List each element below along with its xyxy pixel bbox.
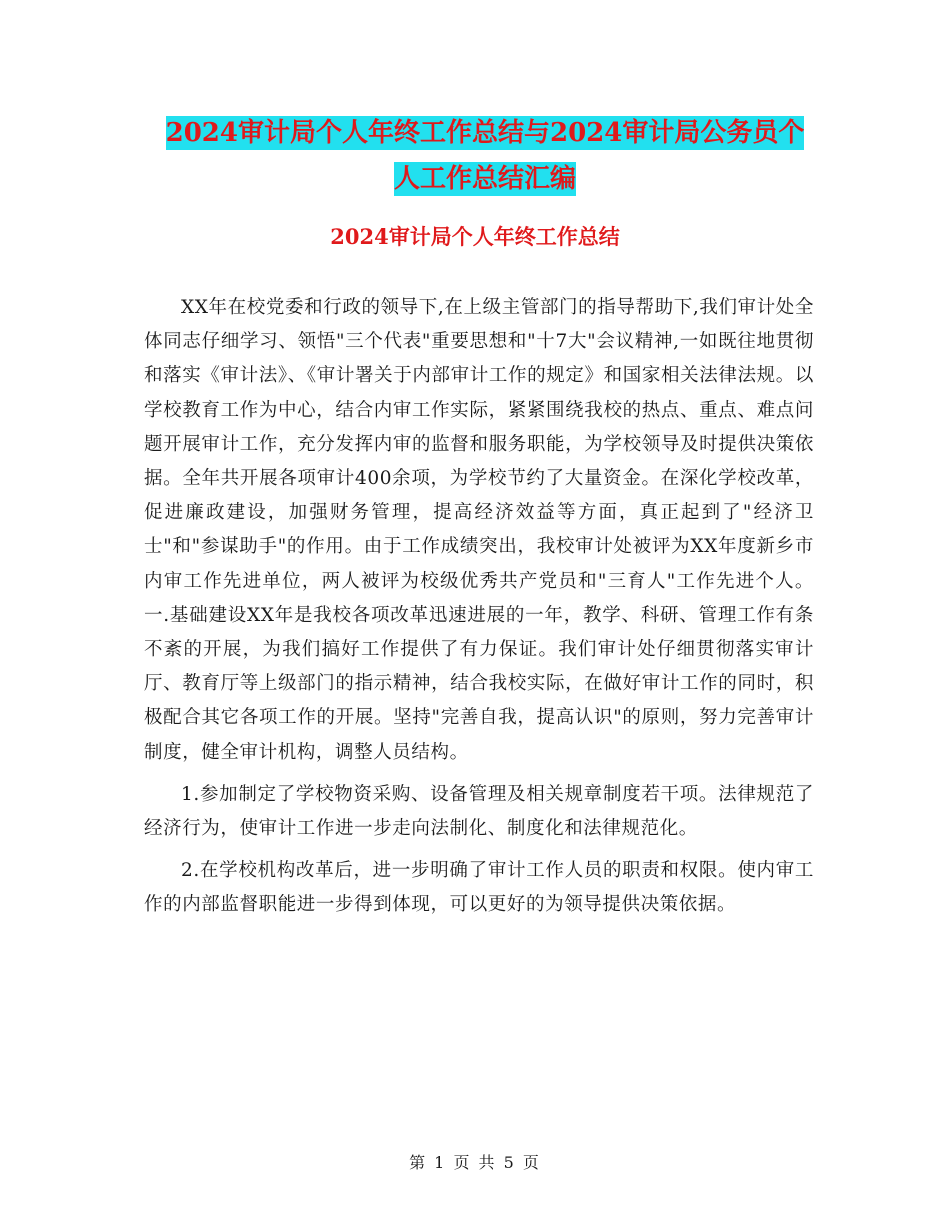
paragraph-3: 2.在学校机构改革后，进一步明确了审计工作人员的职责和权限。使内审工作的内部监督职能进一步得到体现，可以更好的为领导提供决策依据。 — [144, 860, 814, 916]
document-title-line-2: 人工作总结汇编 — [393, 164, 576, 194]
document-title-line-1: 2024审计局个人年终工作总结与2024审计局公务员个 — [165, 118, 805, 148]
page-number-footer: 第 1 页 共 5 页 — [409, 1153, 541, 1172]
document-body — [144, 291, 814, 931]
paragraph-1: XX年在校党委和行政的领导下,在上级主管部门的指导帮助下,我们审计处全体同志仔细学习、领悟"三个代表"重要思想和"十7大"会议精神,一如既往地贯彻和落实《审计法》、《审计署关于内部审计工作的规定》和国家相关法律法规。以学校教育工作为中心，结合内审工作实际，紧紧围绕我校的热点、重点、难点问题开展审计工作，充分发挥内审的监督和服务职能，为学校领导及时提供决策依据。全年共开展各项审计400余项，为学校节约了大量资金。在深化学校改革，促进廉政建设，加强财务管理，提高经济效益等方面，真正起到了"经济卫士"和"参谋助手"的作用。由于工作成绩突出，我校审计处被评为XX年度新乡市内审工作先进单位，两人被评为校级优秀共产党员和"三育人"工作先进个人。一.基础建设XX年是我校各项改革迅速进展的一年，教学、科研、管理工作有条不紊的开展，为我们搞好工作提供了有力保证。我们审计处仔细贯彻落实审计厅、教育厅等上级部门的指示精神，结合我校实际，在做好审计工作的同时，积极配合其它各项工作的开展。坚持"完善自我，提高认识"的原则，努力完善审计制度，健全审计机构，调整人员结构。 — [144, 297, 814, 763]
paragraph-2: 1.参加制定了学校物资采购、设备管理及相关规章制度若干项。法律规范了经济行为，使审计工作进一步走向法制化、制度化和法律规范化。 — [144, 783, 814, 840]
document-title — [140, 110, 830, 202]
section-title: 2024审计局个人年终工作总结 — [330, 224, 620, 249]
